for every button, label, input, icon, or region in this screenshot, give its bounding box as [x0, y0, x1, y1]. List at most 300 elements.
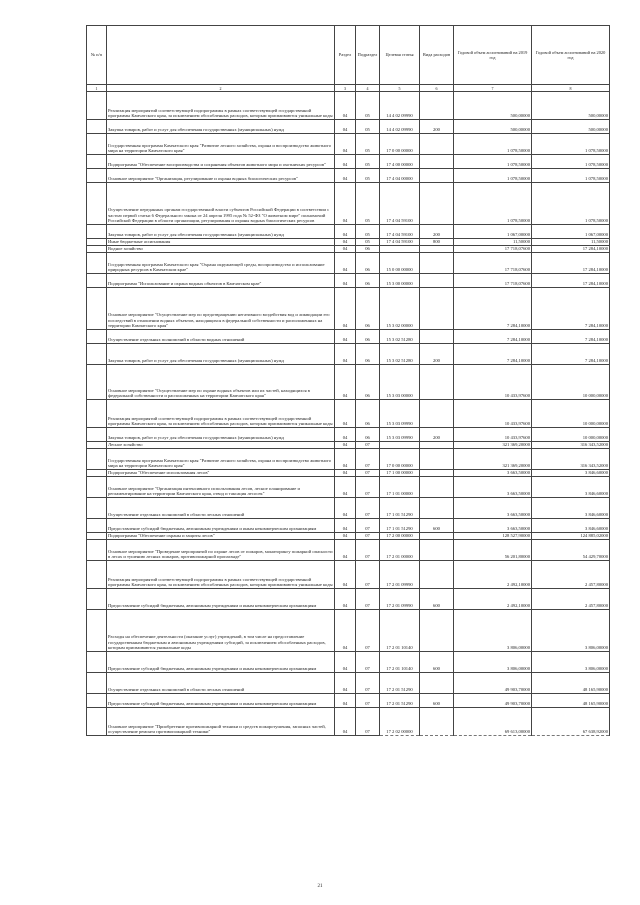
- row-target-cell: 15 3 02 51280: [380, 344, 420, 365]
- row-target-cell: 15 0 00 00000: [380, 253, 420, 274]
- row-2020-cell: 1 078,50000: [532, 155, 610, 169]
- row-podrazdel-cell: 06: [356, 428, 380, 442]
- column-index: 5: [380, 85, 420, 92]
- row-vid-cell: 200: [420, 344, 454, 365]
- row-target-cell: 17 2 01 09990: [380, 561, 420, 589]
- row-2019-cell: 500,00000: [454, 120, 532, 134]
- row-name-cell: Предоставление субсидий бюджетным, автономным учреждениям и иным некоммерческим организациям: [107, 519, 335, 533]
- row-2019-cell: 10 433,97600: [454, 365, 532, 400]
- header-name: [107, 26, 335, 85]
- row-razdel-cell: 04: [335, 470, 356, 477]
- row-name-cell: Закупка товаров, работ и услуг для обеспечения государственных (муниципальных) нужд: [107, 120, 335, 134]
- row-razdel-cell: 04: [335, 365, 356, 400]
- row-number-cell: [87, 134, 107, 155]
- row-target-cell: [380, 442, 420, 449]
- row-podrazdel-cell: 05: [356, 155, 380, 169]
- header-razdel: Раздел: [335, 26, 356, 85]
- row-number-cell: [87, 470, 107, 477]
- table-row: [87, 120, 610, 134]
- table-row: [87, 589, 610, 610]
- row-number-cell: [87, 652, 107, 673]
- row-2019-cell: 3 663,50000: [454, 519, 532, 533]
- row-2020-cell: 3 806,00000: [532, 610, 610, 652]
- row-podrazdel-cell: 07: [356, 442, 380, 449]
- row-razdel-cell: 04: [335, 344, 356, 365]
- row-podrazdel-cell: 07: [356, 708, 380, 736]
- row-2019-cell: 1 067,00000: [454, 225, 532, 239]
- row-podrazdel-cell: 05: [356, 92, 380, 120]
- table-row: [87, 134, 610, 155]
- row-number-cell: [87, 540, 107, 561]
- table-row: [87, 246, 610, 253]
- row-podrazdel-cell: 07: [356, 470, 380, 477]
- row-razdel-cell: 04: [335, 449, 356, 470]
- table-row: [87, 92, 610, 120]
- row-2019-cell: 128 527,90000: [454, 533, 532, 540]
- row-2019-cell: 10 433,97600: [454, 428, 532, 442]
- row-vid-cell: [420, 400, 454, 428]
- row-2020-cell: 10 000,00000: [532, 365, 610, 400]
- row-razdel-cell: 04: [335, 708, 356, 736]
- row-vid-cell: [420, 330, 454, 344]
- row-target-cell: 15 3 02 00000: [380, 288, 420, 330]
- row-2020-cell: 1 078,50000: [532, 169, 610, 183]
- row-2020-cell: 2 457,80000: [532, 589, 610, 610]
- table-row: [87, 288, 610, 330]
- row-2020-cell: 316 343,52000: [532, 442, 610, 449]
- row-target-cell: 17 4 00 00000: [380, 155, 420, 169]
- row-2020-cell: 48 165,90000: [532, 694, 610, 708]
- row-number-cell: [87, 253, 107, 274]
- row-2020-cell: 1 078,50000: [532, 134, 610, 155]
- row-2019-cell: 49 903,70000: [454, 694, 532, 708]
- row-2020-cell: 1 078,50000: [532, 183, 610, 225]
- table-row: [87, 652, 610, 673]
- row-podrazdel-cell: 07: [356, 540, 380, 561]
- row-target-cell: 17 1 00 00000: [380, 470, 420, 477]
- table-row: [87, 330, 610, 344]
- row-number-cell: [87, 246, 107, 253]
- row-vid-cell: 600: [420, 694, 454, 708]
- row-name-cell: Закупка товаров, работ и услуг для обеспечения государственных (муниципальных) нужд: [107, 225, 335, 239]
- row-name-cell: Подпрограмма "Обеспечение использования лесов": [107, 470, 335, 477]
- row-number-cell: [87, 400, 107, 428]
- row-podrazdel-cell: 07: [356, 652, 380, 673]
- row-vid-cell: 200: [420, 428, 454, 442]
- row-number-cell: [87, 589, 107, 610]
- row-podrazdel-cell: 07: [356, 589, 380, 610]
- row-vid-cell: [420, 708, 454, 736]
- page-number: 21: [317, 884, 323, 889]
- row-podrazdel-cell: 06: [356, 344, 380, 365]
- row-razdel-cell: 04: [335, 540, 356, 561]
- row-podrazdel-cell: 07: [356, 610, 380, 652]
- row-vid-cell: [420, 183, 454, 225]
- row-podrazdel-cell: 06: [356, 365, 380, 400]
- row-vid-cell: [420, 274, 454, 288]
- row-vid-cell: [420, 673, 454, 694]
- row-2019-cell: 1 078,50000: [454, 134, 532, 155]
- row-2019-cell: 17 718,07600: [454, 274, 532, 288]
- row-podrazdel-cell: 07: [356, 533, 380, 540]
- row-razdel-cell: 04: [335, 92, 356, 120]
- header-2020: Годовой объем ассигнований на 2020 год: [532, 26, 610, 85]
- row-razdel-cell: 04: [335, 428, 356, 442]
- row-target-cell: 17 2 01 51290: [380, 673, 420, 694]
- row-target-cell: 15 3 03 09990: [380, 428, 420, 442]
- row-podrazdel-cell: 06: [356, 246, 380, 253]
- row-2019-cell: 3 663,50000: [454, 477, 532, 498]
- table-row: [87, 708, 610, 736]
- row-razdel-cell: 04: [335, 330, 356, 344]
- row-number-cell: [87, 694, 107, 708]
- table-row: [87, 673, 610, 694]
- row-razdel-cell: 04: [335, 120, 356, 134]
- row-2019-cell: 1 078,50000: [454, 155, 532, 169]
- row-name-cell: Иные бюджетные ассигнования: [107, 239, 335, 246]
- row-2019-cell: 2 492,10000: [454, 589, 532, 610]
- row-vid-cell: [420, 610, 454, 652]
- row-2020-cell: 3 846,60000: [532, 477, 610, 498]
- table-row: [87, 253, 610, 274]
- row-2020-cell: 54 429,70000: [532, 540, 610, 561]
- row-name-cell: Лесное хозяйство: [107, 442, 335, 449]
- row-name-cell: Основное мероприятие "Приобретение противопожарной техники и средств пожаротушения, запасных частей, осуществление ремонта противопожарной техники": [107, 708, 335, 736]
- row-2020-cell: 67 638,92000: [532, 708, 610, 736]
- row-razdel-cell: 04: [335, 533, 356, 540]
- row-name-cell: Основное мероприятие "Осуществление мер по предотвращению негативного воздействия вод и ликвидации его последствий в отношении водных объектов, находящихся в федеральной собственности и расположенных на территории Камчатского края": [107, 288, 335, 330]
- row-podrazdel-cell: 05: [356, 225, 380, 239]
- row-target-cell: 17 1 01 51290: [380, 498, 420, 519]
- row-number-cell: [87, 239, 107, 246]
- row-target-cell: 17 2 01 00000: [380, 540, 420, 561]
- row-razdel-cell: 04: [335, 694, 356, 708]
- row-2020-cell: 500,00000: [532, 92, 610, 120]
- table-row: [87, 225, 610, 239]
- row-2019-cell: 17 718,07600: [454, 246, 532, 253]
- row-number-cell: [87, 449, 107, 470]
- row-2019-cell: 2 492,10000: [454, 561, 532, 589]
- budget-table: [86, 25, 610, 736]
- column-index: 1: [87, 85, 107, 92]
- row-vid-cell: [420, 155, 454, 169]
- row-number-cell: [87, 533, 107, 540]
- row-vid-cell: [420, 365, 454, 400]
- row-target-cell: 17 4 04 00000: [380, 169, 420, 183]
- row-target-cell: 14 4 02 09990: [380, 92, 420, 120]
- row-vid-cell: [420, 561, 454, 589]
- row-podrazdel-cell: 06: [356, 253, 380, 274]
- row-name-cell: Предоставление субсидий бюджетным, автономным учреждениям и иным некоммерческим организациям: [107, 652, 335, 673]
- row-2020-cell: 124 885,02000: [532, 533, 610, 540]
- row-target-cell: 17 2 01 51290: [380, 694, 420, 708]
- row-podrazdel-cell: 05: [356, 169, 380, 183]
- row-number-cell: [87, 288, 107, 330]
- row-2020-cell: 3 846,60000: [532, 470, 610, 477]
- row-name-cell: Реализация мероприятий соответствующей подпрограммы в рамках соответствующей государственной программы Камчатского края, за исключением обособленных расходов, которым присваиваются уникальные коды: [107, 561, 335, 589]
- row-name-cell: Государственная программа Камчатского края "Развитие лесного хозяйства, охрана и воспроизводство животного мира на территории Камчатского края": [107, 134, 335, 155]
- row-target-cell: 17 4 04 59100: [380, 225, 420, 239]
- row-target-cell: 14 4 02 09990: [380, 120, 420, 134]
- row-vid-cell: [420, 169, 454, 183]
- row-vid-cell: [420, 533, 454, 540]
- row-2020-cell: 3 846,60000: [532, 519, 610, 533]
- row-number-cell: [87, 498, 107, 519]
- row-razdel-cell: 04: [335, 442, 356, 449]
- row-2020-cell: 3 806,00000: [532, 652, 610, 673]
- row-name-cell: Осуществление отдельных полномочий в области водных отношений: [107, 330, 335, 344]
- row-vid-cell: [420, 449, 454, 470]
- row-2020-cell: 500,00000: [532, 120, 610, 134]
- row-number-cell: [87, 610, 107, 652]
- row-2020-cell: 1 067,00000: [532, 225, 610, 239]
- row-vid-cell: 600: [420, 589, 454, 610]
- row-target-cell: 17 1 01 51290: [380, 519, 420, 533]
- row-podrazdel-cell: 07: [356, 561, 380, 589]
- row-number-cell: [87, 183, 107, 225]
- header-target: Целевая статья: [380, 26, 420, 85]
- row-2019-cell: 7 284,10000: [454, 288, 532, 330]
- row-target-cell: 17 2 02 00000: [380, 708, 420, 736]
- row-2019-cell: 49 903,70000: [454, 673, 532, 694]
- row-vid-cell: 600: [420, 652, 454, 673]
- row-target-cell: 17 2 00 00000: [380, 533, 420, 540]
- header-vid: Вида расходов: [420, 26, 454, 85]
- row-target-cell: 15 3 02 51280: [380, 330, 420, 344]
- row-razdel-cell: 04: [335, 134, 356, 155]
- row-2020-cell: 17 284,10000: [532, 246, 610, 253]
- row-name-cell: Осуществление переданных органам государственной власти субъектов Российской Федерации в соответствии с частью первой статьи 6 Федерального закона от 24 апреля 1995 года № 52-ФЗ "О животном мире" полномочий Российской Федерации в области организации, регулирования и охраны водных биологических ресурсов: [107, 183, 335, 225]
- row-podrazdel-cell: 05: [356, 183, 380, 225]
- row-target-cell: 15 3 00 00000: [380, 274, 420, 288]
- row-name-cell: Осуществление отдельных полномочий в области лесных отношений: [107, 498, 335, 519]
- row-razdel-cell: 04: [335, 155, 356, 169]
- row-target-cell: 15 3 03 09990: [380, 400, 420, 428]
- row-name-cell: Реализация мероприятий соответствующей подпрограммы в рамках соответствующей государственной программы Камчатского края, за исключением обособленных расходов, которым присваиваются уникальные коды: [107, 400, 335, 428]
- row-name-cell: Подпрограмма "Использование и охрана водных объектов в Камчатском крае": [107, 274, 335, 288]
- row-name-cell: Государственная программа Камчатского края "Охрана окружающей среды, воспроизводство и использование природных ресурсов в Камчатском крае": [107, 253, 335, 274]
- row-2019-cell: 56 201,80000: [454, 540, 532, 561]
- row-name-cell: Предоставление субсидий бюджетным, автономным учреждениям и иным некоммерческим организациям: [107, 694, 335, 708]
- table-row: [87, 449, 610, 470]
- row-2020-cell: 11,50000: [532, 239, 610, 246]
- row-name-cell: Закупка товаров, работ и услуг для обеспечения государственных (муниципальных) нужд: [107, 344, 335, 365]
- table-row: [87, 470, 610, 477]
- row-target-cell: 17 1 01 00000: [380, 477, 420, 498]
- row-2019-cell: 7 284,10000: [454, 330, 532, 344]
- row-razdel-cell: 04: [335, 253, 356, 274]
- row-razdel-cell: 04: [335, 246, 356, 253]
- row-target-cell: [380, 246, 420, 253]
- row-podrazdel-cell: 06: [356, 288, 380, 330]
- row-name-cell: Основное мероприятие "Осуществление мер по охране водных объектов или их частей, находящихся в федеральной собственности и расположенных на территории Камчатского края": [107, 365, 335, 400]
- row-number-cell: [87, 673, 107, 694]
- row-2020-cell: 10 000,00000: [532, 428, 610, 442]
- row-2019-cell: 69 613,00000: [454, 708, 532, 736]
- row-podrazdel-cell: 07: [356, 519, 380, 533]
- row-2020-cell: 48 165,90000: [532, 673, 610, 694]
- row-razdel-cell: 04: [335, 519, 356, 533]
- row-vid-cell: [420, 92, 454, 120]
- table-header-row: [87, 26, 610, 85]
- row-vid-cell: 600: [420, 519, 454, 533]
- row-target-cell: 17 2 01 09990: [380, 589, 420, 610]
- row-razdel-cell: 04: [335, 400, 356, 428]
- row-number-cell: [87, 428, 107, 442]
- row-podrazdel-cell: 07: [356, 498, 380, 519]
- row-vid-cell: [420, 442, 454, 449]
- table-row: [87, 155, 610, 169]
- header-podrazdel: Подраздел: [356, 26, 380, 85]
- row-vid-cell: [420, 253, 454, 274]
- row-2019-cell: 500,00000: [454, 92, 532, 120]
- row-razdel-cell: 04: [335, 498, 356, 519]
- row-2019-cell: 11,50000: [454, 239, 532, 246]
- table-row: [87, 610, 610, 652]
- row-2020-cell: 316 343,52000: [532, 449, 610, 470]
- row-vid-cell: [420, 498, 454, 519]
- row-number-cell: [87, 519, 107, 533]
- row-number-cell: [87, 225, 107, 239]
- row-target-cell: 17 4 04 59100: [380, 183, 420, 225]
- row-2019-cell: 1 078,50000: [454, 169, 532, 183]
- row-podrazdel-cell: 06: [356, 330, 380, 344]
- row-razdel-cell: 04: [335, 652, 356, 673]
- row-number-cell: [87, 708, 107, 736]
- row-target-cell: 15 3 03 00000: [380, 365, 420, 400]
- column-index: 4: [356, 85, 380, 92]
- row-razdel-cell: 04: [335, 239, 356, 246]
- table-row: [87, 274, 610, 288]
- row-number-cell: [87, 330, 107, 344]
- row-razdel-cell: 04: [335, 477, 356, 498]
- row-2020-cell: 7 284,10000: [532, 344, 610, 365]
- row-name-cell: Осуществление отдельных полномочий в области лесных отношений: [107, 673, 335, 694]
- row-vid-cell: [420, 134, 454, 155]
- row-2019-cell: 10 433,97600: [454, 400, 532, 428]
- row-2020-cell: 7 284,10000: [532, 330, 610, 344]
- column-index: 7: [454, 85, 532, 92]
- row-razdel-cell: 04: [335, 589, 356, 610]
- row-razdel-cell: 04: [335, 288, 356, 330]
- table-row: [87, 428, 610, 442]
- row-2020-cell: 2 457,80000: [532, 561, 610, 589]
- row-number-cell: [87, 365, 107, 400]
- row-2019-cell: 17 718,07600: [454, 253, 532, 274]
- row-name-cell: Основное мероприятие "Организация, регулирование и охрана водных биологических ресурсов": [107, 169, 335, 183]
- row-name-cell: Основное мероприятие "Проведение мероприятий по охране лесов от пожаров, мониторингу пожарной опасности в лесах и тушению лесных пожаров, противопожарной пропаганде": [107, 540, 335, 561]
- row-vid-cell: [420, 470, 454, 477]
- row-vid-cell: [420, 246, 454, 253]
- row-name-cell: Основное мероприятие "Организация интенсивного использования лесов, лесное планирование и регламентирование на территории Камчатского края, отвод и таксация лесосек": [107, 477, 335, 498]
- row-vid-cell: [420, 540, 454, 561]
- column-index-row: [87, 85, 610, 92]
- budget-table-sheet: [86, 25, 609, 736]
- table-row: [87, 344, 610, 365]
- row-razdel-cell: 04: [335, 610, 356, 652]
- row-number-cell: [87, 561, 107, 589]
- column-index: 8: [532, 85, 610, 92]
- row-vid-cell: 200: [420, 225, 454, 239]
- row-number-cell: [87, 442, 107, 449]
- row-target-cell: 17 4 04 59100: [380, 239, 420, 246]
- header-2019: Годовой объем ассигнований на 2019 год: [454, 26, 532, 85]
- table-row: [87, 519, 610, 533]
- row-vid-cell: [420, 477, 454, 498]
- row-podrazdel-cell: 07: [356, 694, 380, 708]
- row-razdel-cell: 04: [335, 183, 356, 225]
- table-row: [87, 498, 610, 519]
- row-razdel-cell: 04: [335, 225, 356, 239]
- row-razdel-cell: 04: [335, 673, 356, 694]
- row-2019-cell: 3 806,00000: [454, 610, 532, 652]
- row-name-cell: Подпрограмма "Обеспечение охраны и защиты лесов": [107, 533, 335, 540]
- row-name-cell: Реализация мероприятий соответствующей подпрограммы в рамках соответствующей государственной программы Камчатского края, за исключением обособленных расходов, которым присваиваются уникальные коды: [107, 92, 335, 120]
- row-podrazdel-cell: 05: [356, 239, 380, 246]
- row-number-cell: [87, 155, 107, 169]
- row-number-cell: [87, 274, 107, 288]
- row-name-cell: Предоставление субсидий бюджетным, автономным учреждениям и иным некоммерческим организациям: [107, 589, 335, 610]
- table-row: [87, 365, 610, 400]
- row-podrazdel-cell: 06: [356, 400, 380, 428]
- row-target-cell: 17 2 01 10140: [380, 652, 420, 673]
- header-num: № п/п: [87, 26, 107, 85]
- row-target-cell: 17 0 00 00000: [380, 449, 420, 470]
- row-2019-cell: 7 284,10000: [454, 344, 532, 365]
- row-target-cell: 17 0 00 00000: [380, 134, 420, 155]
- row-name-cell: Расходы на обеспечение деятельности (оказание услуг) учреждений, в том числе на предоставление государственным бюджетным и автономным учреждениям субсидий, за исключением обособленных расходов, которым присваиваются уникальные коды: [107, 610, 335, 652]
- table-row: [87, 169, 610, 183]
- row-name-cell: Водное хозяйство: [107, 246, 335, 253]
- row-2019-cell: 3 663,50000: [454, 498, 532, 519]
- table-row: [87, 694, 610, 708]
- row-podrazdel-cell: 07: [356, 673, 380, 694]
- row-2019-cell: 3 806,00000: [454, 652, 532, 673]
- row-number-cell: [87, 169, 107, 183]
- row-2019-cell: 3 663,50000: [454, 470, 532, 477]
- row-number-cell: [87, 120, 107, 134]
- table-row: [87, 533, 610, 540]
- table-row: [87, 442, 610, 449]
- row-number-cell: [87, 344, 107, 365]
- row-2019-cell: 321 369,20000: [454, 442, 532, 449]
- row-vid-cell: 800: [420, 239, 454, 246]
- row-name-cell: Государственная программа Камчатского края "Развитие лесного хозяйства, охрана и воспроизводство животного мира на территории Камчатского края": [107, 449, 335, 470]
- column-index: 6: [420, 85, 454, 92]
- table-row: [87, 477, 610, 498]
- row-target-cell: 17 2 01 10140: [380, 610, 420, 652]
- row-podrazdel-cell: 07: [356, 477, 380, 498]
- row-podrazdel-cell: 05: [356, 134, 380, 155]
- table-row: [87, 239, 610, 246]
- row-name-cell: Подпрограмма "Обеспечение воспроизводства и сохранения объектов животного мира и охотничьих ресурсов": [107, 155, 335, 169]
- table-row: [87, 561, 610, 589]
- row-vid-cell: 200: [420, 120, 454, 134]
- row-2020-cell: 10 000,00000: [532, 400, 610, 428]
- column-index: 2: [107, 85, 335, 92]
- row-number-cell: [87, 477, 107, 498]
- column-index: 3: [335, 85, 356, 92]
- row-podrazdel-cell: 05: [356, 120, 380, 134]
- row-vid-cell: [420, 288, 454, 330]
- row-2019-cell: 1 078,50000: [454, 183, 532, 225]
- row-name-cell: Закупка товаров, работ и услуг для обеспечения государственных (муниципальных) нужд: [107, 428, 335, 442]
- row-razdel-cell: 04: [335, 274, 356, 288]
- row-razdel-cell: 04: [335, 561, 356, 589]
- row-2020-cell: 3 846,60000: [532, 498, 610, 519]
- row-2020-cell: 7 284,10000: [532, 288, 610, 330]
- row-2019-cell: 321 369,20000: [454, 449, 532, 470]
